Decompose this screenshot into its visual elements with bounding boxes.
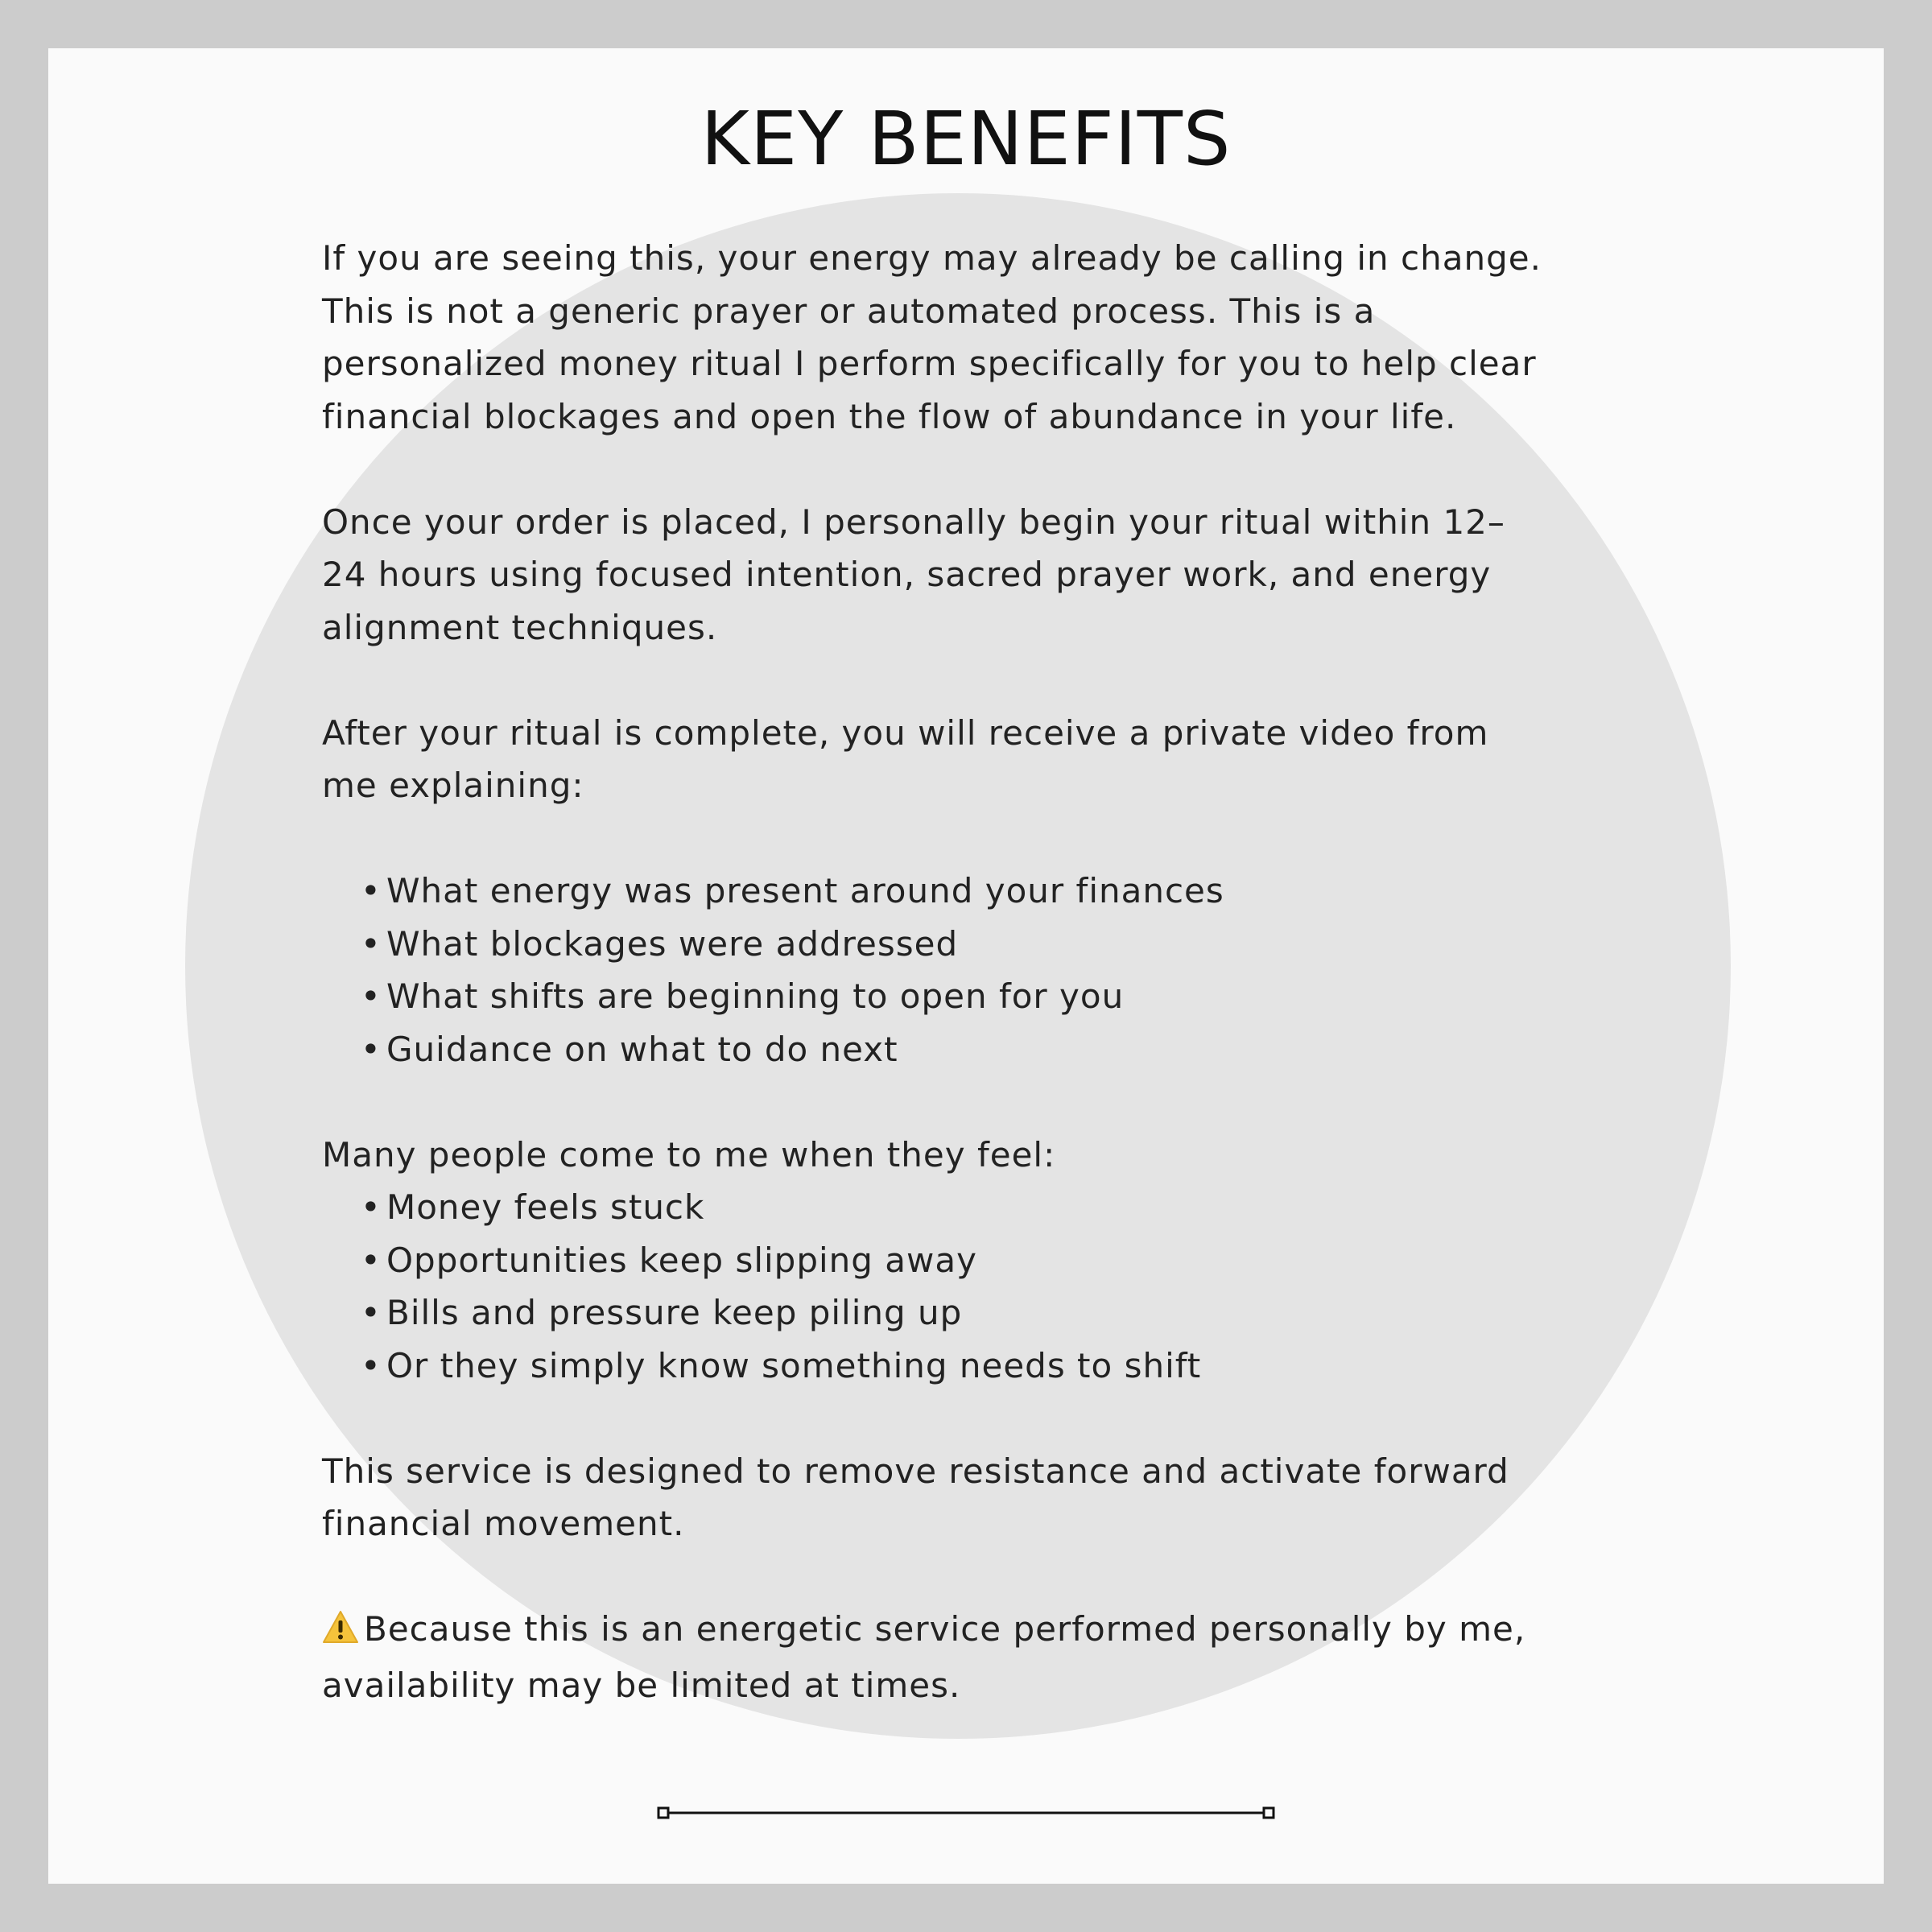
- intro-paragraph: [322, 232, 1642, 443]
- divider-line: [656, 1805, 1276, 1821]
- bullet-icon: •: [361, 923, 382, 964]
- video-line: After your ritual is complete, you will receive a private video from: [322, 712, 1489, 753]
- video-line: me explaining:: [322, 766, 584, 805]
- content-panel: [48, 48, 1884, 1884]
- bullet-icon: •: [361, 1345, 382, 1385]
- service-line: This service is designed to remove resistance and activate forward: [322, 1451, 1509, 1491]
- feelings-list: [322, 1181, 1642, 1392]
- list-item: • Bills and pressure keep piling up: [322, 1286, 1642, 1340]
- benefits-text: [322, 232, 1642, 1711]
- service-line: financial movement.: [322, 1504, 685, 1543]
- service-paragraph: [322, 1445, 1642, 1550]
- list-item: • Money feels stuck: [322, 1181, 1642, 1234]
- bullet-icon: •: [361, 1029, 382, 1069]
- notice-paragraph: [322, 1603, 1642, 1711]
- page-title: KEY BENEFITS: [700, 96, 1232, 182]
- intro-line: If you are seeing this, your energy may already be calling in change.: [322, 238, 1542, 278]
- bullet-icon: •: [361, 1187, 382, 1227]
- bullet-icon: •: [361, 976, 382, 1016]
- list-item: • Guidance on what to do next: [322, 1023, 1642, 1076]
- notice-line: availability may be limited at times.: [322, 1665, 961, 1705]
- feelings-intro: Many people come to me when they feel:: [322, 1134, 1056, 1174]
- process-paragraph: [322, 496, 1642, 654]
- intro-line: financial blockages and open the flow of abundance in your life.: [322, 396, 1457, 436]
- list-item: • What shifts are beginning to open for you: [322, 970, 1642, 1023]
- process-line: alignment techniques.: [322, 607, 718, 647]
- bullet-icon: •: [361, 871, 382, 910]
- list-item: • Opportunities keep slipping away: [322, 1234, 1642, 1287]
- process-line: 24 hours using focused intention, sacred prayer work, and energy: [322, 555, 1492, 594]
- list-item: • What energy was present around your finances: [322, 865, 1642, 918]
- process-line: Once your order is placed, I personally begin your ritual within 12–: [322, 502, 1505, 542]
- bullet-icon: •: [361, 1240, 382, 1280]
- video-paragraph: [322, 707, 1642, 812]
- warning-icon: [322, 1606, 359, 1659]
- list-item: • What blockages were addressed: [322, 918, 1642, 971]
- bullet-icon: •: [361, 1293, 382, 1332]
- intro-line: This is not a generic prayer or automated process. This is a: [322, 291, 1376, 331]
- video-points-list: [322, 865, 1642, 1075]
- notice-line: Because this is an energetic service performed personally by me,: [364, 1609, 1526, 1649]
- intro-line: personalized money ritual I perform specifically for you to help clear: [322, 344, 1537, 383]
- list-item: • Or they simply know something needs to shift: [322, 1340, 1642, 1393]
